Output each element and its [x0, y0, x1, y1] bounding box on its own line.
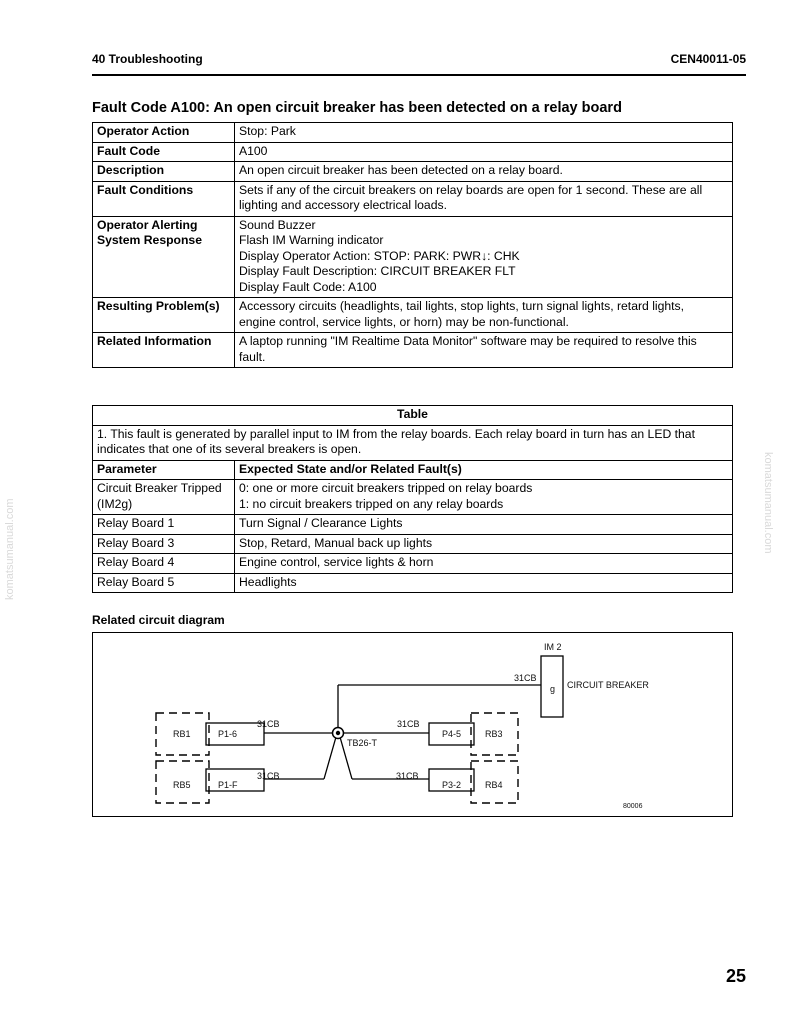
junction-label: TB26-T	[347, 738, 378, 748]
field-label-description: Description	[93, 162, 235, 182]
fault-row-related-information	[93, 333, 733, 368]
field-value-line: A100	[239, 143, 268, 158]
parameter-line: Relay Board 1	[97, 516, 175, 530]
column-header-expected-state: Expected State and/or Related Fault(s)	[235, 460, 733, 480]
field-value-line: Sound Buzzer	[239, 217, 316, 232]
field-value-fault-conditions	[235, 181, 733, 216]
expected-state-line: Stop, Retard, Manual back up lights	[239, 535, 433, 550]
table-row	[93, 480, 733, 515]
watermark-right: komatsumanual.com	[762, 452, 774, 554]
im2-pin-label: g	[550, 684, 556, 694]
table-note	[93, 425, 733, 460]
wire-label-im2: 31CB	[514, 673, 537, 683]
table-row	[93, 554, 733, 574]
expected-state-cell	[235, 480, 733, 515]
parameter-cell	[93, 515, 235, 535]
page-header	[92, 52, 746, 76]
parameter-cell	[93, 554, 235, 574]
table-header-row	[93, 460, 733, 480]
plug-p4-5-label: P4-5	[442, 729, 462, 739]
field-value-operator-action	[235, 123, 733, 143]
field-value-resulting-problem-s	[235, 298, 733, 333]
field-value-operator-alerting-system-response	[235, 216, 733, 298]
field-label-resulting-problem-s: Resulting Problem(s)	[93, 298, 235, 333]
field-value-line: Display Fault Description: CIRCUIT BREAKER FLT	[239, 264, 516, 278]
relay-board-rb4-label: RB4	[485, 780, 503, 790]
field-value-description	[235, 162, 733, 182]
field-value-line: lighting and accessory electrical loads.	[239, 198, 447, 212]
field-label-line: Operator Alerting	[97, 217, 198, 232]
expected-state-cell	[235, 573, 733, 593]
field-value-line: fault.	[239, 349, 266, 364]
parameter-line: (IM2g)	[97, 496, 133, 511]
parameter-line: Relay Board 5	[97, 574, 175, 589]
field-label-line: System Response	[97, 233, 202, 247]
diagram-heading: Related circuit diagram	[92, 613, 225, 627]
relay-board-rb5-label: RB5	[173, 780, 191, 790]
field-label-operator-alerting-system-response	[93, 216, 235, 298]
table-caption-row	[93, 406, 733, 426]
expected-state-cell	[235, 534, 733, 554]
plug-p1-f-label: P1-F	[218, 780, 238, 790]
parameter-cell	[93, 480, 235, 515]
field-value-fault-code	[235, 142, 733, 162]
note-line: indicates that one of its several breakers is open.	[97, 442, 362, 456]
field-value-line: Accessory circuits (headlights, tail lights, stop lights, turn signal lights, retard lights,	[239, 299, 685, 313]
field-value-line: Flash IM Warning indicator	[239, 233, 384, 247]
fault-row-fault-code	[93, 142, 733, 162]
parameter-cell	[93, 534, 235, 554]
circuit-diagram	[92, 632, 733, 817]
expected-state-line: Headlights	[239, 574, 297, 589]
circuit-breaker-label: CIRCUIT BREAKER	[567, 680, 649, 690]
field-value-line: An open circuit breaker has been detected on a relay board.	[239, 163, 563, 177]
wire-label-p4-5: 31CB	[397, 719, 420, 729]
fault-row-fault-conditions	[93, 181, 733, 216]
field-label-fault-code: Fault Code	[93, 142, 235, 162]
wire-label-p3-2: 31CB	[396, 771, 419, 781]
field-label-related-information: Related Information	[93, 333, 235, 368]
fault-row-resulting-problem-s	[93, 298, 733, 333]
relay-board-rb1-label: RB1	[173, 729, 191, 739]
plug-p3-2-label: P3-2	[442, 780, 462, 790]
fault-title: Fault Code A100: An open circuit breaker has been detected on a relay board	[92, 100, 622, 116]
table-row	[93, 515, 733, 535]
field-value-related-information	[235, 333, 733, 368]
junction-dot	[336, 731, 340, 735]
fault-info-table	[92, 122, 733, 368]
watermark-left: komatsumanual.com	[4, 498, 16, 600]
fault-row-description	[93, 162, 733, 182]
field-value-line: A laptop running "IM Realtime Data Monitor" software may be required to resolve this	[239, 334, 697, 348]
document-code: CEN40011-05	[670, 52, 746, 66]
field-value-line: Sets if any of the circuit breakers on relay boards are open for 1 second. These are all	[239, 182, 703, 197]
expected-state-cell	[235, 515, 733, 535]
parameter-table	[92, 405, 733, 593]
figure-id: 80006	[623, 803, 643, 810]
table-caption: Table	[93, 406, 733, 426]
relay-board-rb3-label: RB3	[485, 729, 503, 739]
wire-label-p1-6: 31CB	[257, 719, 280, 729]
note-line: 1. This fault is generated by parallel input to IM from the relay boards. Each relay board in turn has an LED that	[97, 426, 695, 441]
field-label-operator-action: Operator Action	[93, 123, 235, 143]
plug-p1-6-label: P1-6	[218, 729, 238, 739]
wire-label-p1-f: 31CB	[257, 771, 280, 781]
expected-state-line: Engine control, service lights & horn	[239, 555, 434, 569]
section-title: 40 Troubleshooting	[92, 52, 203, 66]
im2-label: IM 2	[544, 642, 562, 652]
field-value-line: engine control, service lights, or horn) may be non-functional.	[239, 314, 569, 329]
field-label-fault-conditions: Fault Conditions	[93, 181, 235, 216]
circuit-diagram-svg	[93, 633, 732, 816]
column-header-parameter: Parameter	[93, 460, 235, 480]
wire-p1-f-branch	[324, 737, 336, 779]
fault-row-operator-alerting-system-response	[93, 216, 733, 298]
table-row	[93, 534, 733, 554]
expected-state-line: 1: no circuit breakers tripped on any relay boards	[239, 496, 504, 511]
field-value-line: Display Fault Code: A100	[239, 279, 377, 294]
field-value-line: Stop: Park	[239, 124, 296, 138]
parameter-line: Circuit Breaker Tripped	[97, 481, 222, 495]
table-note-row	[93, 425, 733, 460]
parameter-line: Relay Board 3	[97, 535, 175, 550]
field-value-line: Display Operator Action: STOP: PARK: PWR↓: CHK	[239, 248, 520, 263]
expected-state-cell	[235, 554, 733, 574]
expected-state-line: Turn Signal / Clearance Lights	[239, 516, 403, 530]
page-number: 25	[725, 966, 746, 986]
expected-state-line: 0: one or more circuit breakers tripped on relay boards	[239, 481, 533, 495]
table-row	[93, 573, 733, 593]
parameter-line: Relay Board 4	[97, 555, 175, 569]
fault-row-operator-action	[93, 123, 733, 143]
parameter-cell	[93, 573, 235, 593]
